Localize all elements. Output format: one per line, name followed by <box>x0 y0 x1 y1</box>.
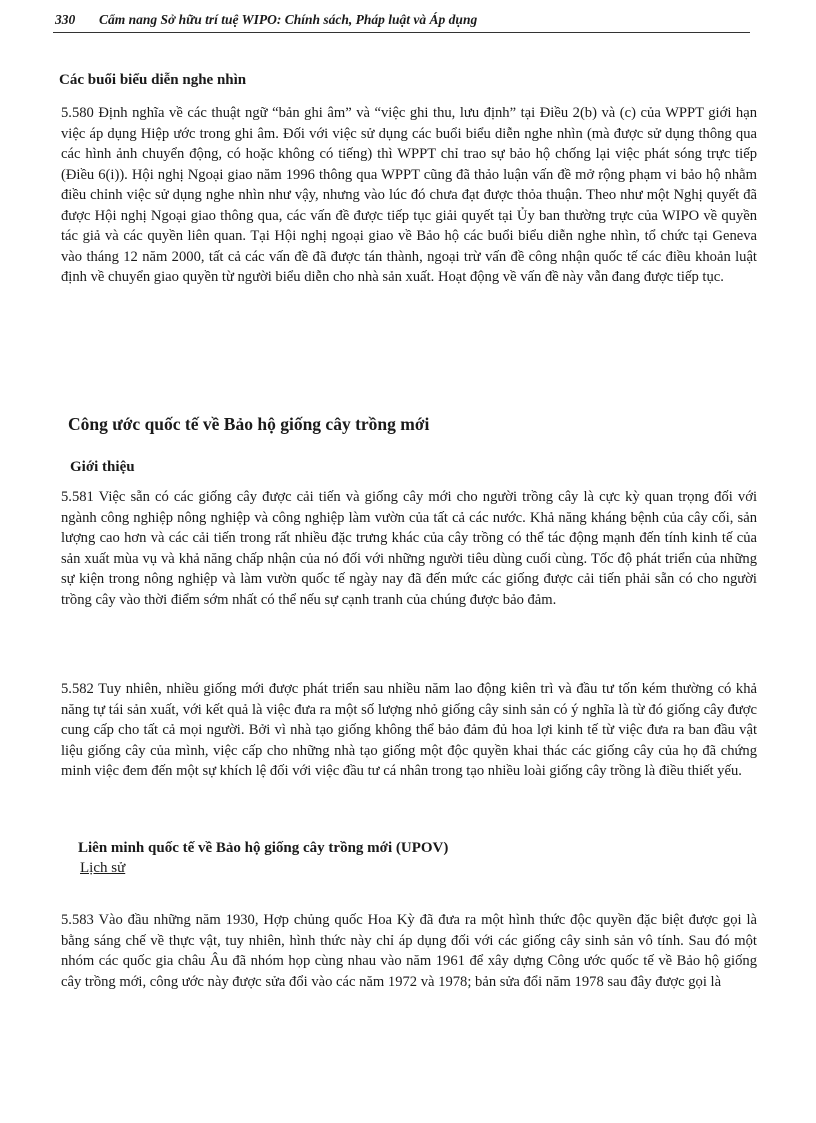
paragraph-5-581: 5.581 Việc sẵn có các giống cây được cải tiến và giống cây mới cho người trồng cây là cực kỳ quan trọng đối với ngành công nghiệp nông nghiệp và công nghiệp làm vườn của tất cả các nước. Khả năng kháng bệnh của cây cối, sản lượng cao hơn và các cải tiến trong rất nhiều đặc trưng khác của cây trồng có thể tác động mạnh đến tính kinh tế của sản xuất mùa vụ và khả năng chấp nhận của nó đối với những người tiêu dùng cuối cùng. Tốc độ phát triển của những sự kiện trong nông nghiệp và làm vườn quốc tế ngày nay đã đến mức các giống được cải tiến phải sẵn có cho người trồng cây vào thời điểm sớm nhất có thể nếu sự cạnh tranh của chúng được bảo đảm. <box>61 489 757 608</box>
paragraph-5-580: 5.580 Định nghĩa về các thuật ngữ “bản ghi âm” và “việc ghi thu, lưu định” tại Điều 2(b) và (c) của WPPT giới hạn việc áp dụng Hiệp ước trong ghi âm. Đối với việc sử dụng các buổi biểu diễn nghe nhìn (mà được sử dụng thông qua các hình ảnh chuyển động, có hoặc không có tiếng) thì WPPT chỉ trao sự bảo hộ chống lại việc phát sóng trực tiếp (Điều 6(i)). Hội nghị Ngoại giao năm 1996 thông qua WPPT cũng đã thảo luận vấn đề mở rộng phạm vi bảo hộ nhằm điều chỉnh việc sử dụng nghe nhìn như vậy, nhưng vào lúc đó chưa đạt được thỏa thuận. Theo như một Nghị quyết đã được Hội nghị Ngoại giao thông qua, các vấn đề được tiếp tục giải quyết tại Ủy ban thường trực của WIPO về quyền tác giả và các quyền liên quan. Tại Hội nghị ngoại giao về Bảo hộ các buổi biểu diễn nghe nhìn, tổ chức tại Geneva vào tháng 12 năm 2000, tất cả các vấn đề đã được tán thành, ngoại trừ vấn đề công nhận quốc tế các điều khoản luật định về chuyển giao quyền từ người biểu diễn cho nhà sản xuất. Hoạt động về vấn đề này vẫn đang được tiếp tục. <box>61 105 757 285</box>
subheading-introduction: Giới thiệu <box>70 459 135 475</box>
header-rule <box>53 32 750 33</box>
paragraph-5-582: 5.582 Tuy nhiên, nhiều giống mới được phát triển sau nhiều năm lao động kiên trì và đầu tư tốn kém thường có khả năng tự tái sản xuất, với kết quả là việc đưa ra một số lượng nhỏ giống cây sinh sản có ý nghĩa là từ đó giống cây được cung cấp cho tất cả mọi người. Bởi vì nhà tạo giống không thể bảo đảm đủ hoa lợi kinh tế từ việc đưa ra ban đầu vật liệu giống cây của mình, việc cấp cho những nhà tạo giống một độc quyền khai thác các giống cây của họ đã chứng minh việc đem đến một sự khích lệ đối với việc đầu tư cá nhân trong tạo nhiều loài giống cây trồng là điều thiết yếu. <box>61 681 757 779</box>
subheading-history: Lịch sử <box>80 860 126 876</box>
book-title: Cẩm nang Sở hữu trí tuệ WIPO: Chính sách, Pháp luật và Áp dụng <box>99 12 478 27</box>
section-heading-convention: Công ước quốc tế về Bảo hộ giống cây trồng mới <box>68 414 430 434</box>
page-number: 330 <box>55 12 76 27</box>
subheading-upov: Liên minh quốc tế về Bảo hộ giống cây trồng mới (UPOV) <box>78 840 449 856</box>
paragraph-5-583: 5.583 Vào đầu những năm 1930, Hợp chủng quốc Hoa Kỳ đã đưa ra một hình thức độc quyền đặc biệt được gọi là bằng sáng chế về thực vật, tuy nhiên, hình thức này chỉ áp dụng đối với các giống cây sinh sản vô tính. Sau đó một nhóm các quốc gia châu Âu đã nhóm họp cùng nhau vào năm 1961 để xây dựng Công ước quốc tế về Bảo hộ giống cây trồng mới, công ước này được sửa đổi vào các năm 1972 và 1978; bản sửa đổi năm 1978 sau đây được gọi là <box>61 912 757 990</box>
section-heading-audiovisual: Các buổi biểu diễn nghe nhìn <box>59 72 247 88</box>
running-header <box>55 9 755 31</box>
